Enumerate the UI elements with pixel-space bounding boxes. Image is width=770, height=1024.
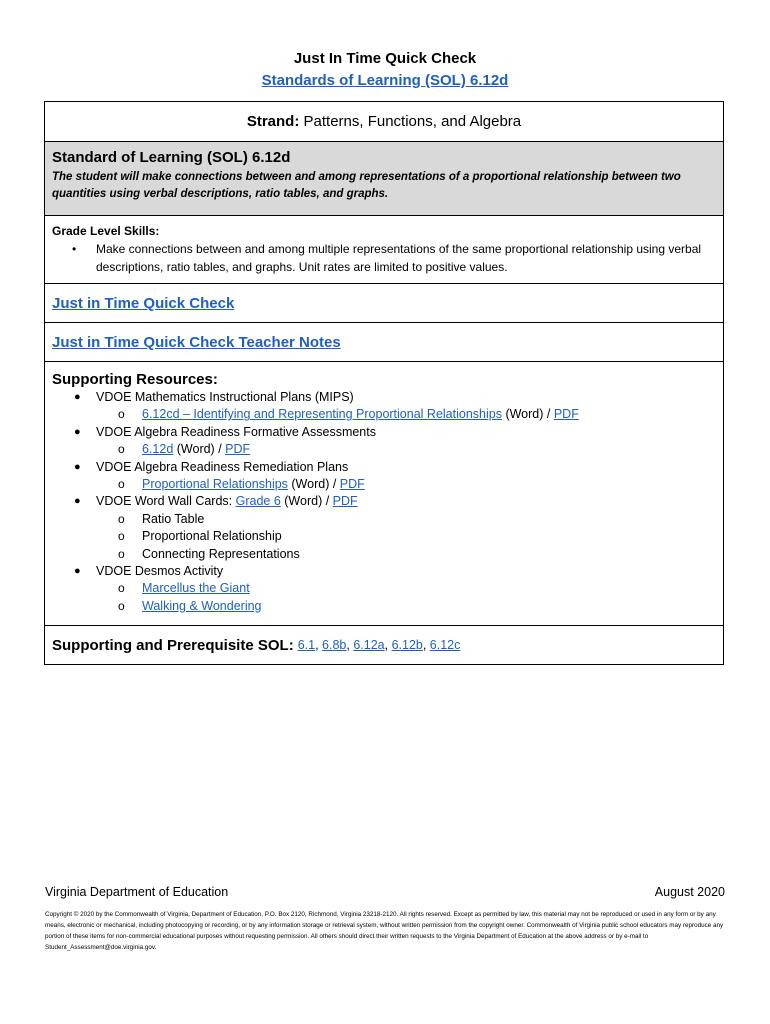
circle-bullet-icon: o	[118, 407, 125, 422]
formative-pdf-link[interactable]: PDF	[225, 442, 251, 457]
bullet-icon: ●	[74, 495, 81, 508]
circle-bullet-icon: o	[118, 477, 125, 492]
prereq-link-6-12a[interactable]: 6.12a	[353, 638, 385, 652]
quick-check-row	[45, 284, 723, 323]
list-item	[52, 528, 716, 545]
word-label: (Word) /	[287, 477, 340, 492]
word-label: (Word) /	[173, 442, 226, 457]
strand-row	[45, 102, 723, 142]
prereq-link-6-8b[interactable]: 6.8b	[322, 638, 347, 652]
sol-heading: Standard of Learning (SOL) 6.12d	[52, 149, 291, 166]
mips-pdf-link[interactable]: PDF	[553, 407, 579, 422]
sol-description: The student will make connections between and among representations of a proportional relationship between two quantities using verbal descriptions, ratio tables, and graphs.	[52, 171, 681, 200]
remediation-pdf-link[interactable]: PDF	[339, 477, 365, 492]
prereq-link-6-12b[interactable]: 6.12b	[391, 638, 423, 652]
supporting-resources-heading: Supporting Resources:	[52, 371, 218, 388]
circle-bullet-icon: o	[118, 529, 125, 544]
sol-standard-heading	[0, 72, 770, 89]
quick-check-link[interactable]: Just in Time Quick Check	[52, 294, 235, 312]
bullet-icon: ●	[74, 460, 81, 473]
mips-label: VDOE Mathematics Instructional Plans (MIPS)	[96, 390, 354, 404]
desmos-label: VDOE Desmos Activity	[96, 564, 224, 579]
prereq-link-6-12c[interactable]: 6.12c	[429, 638, 461, 652]
sol-standard-link[interactable]: Standards of Learning (SOL) 6.12d	[261, 72, 509, 89]
list-item	[52, 459, 716, 476]
desmos-marcellus-link[interactable]: Marcellus the Giant	[142, 581, 250, 596]
separator: ,	[346, 638, 354, 652]
bullet-icon: ●	[74, 391, 81, 403]
separator: ,	[315, 638, 323, 652]
wordwall-term: Proportional Relationship	[142, 529, 282, 544]
separator: ,	[422, 638, 430, 652]
circle-bullet-icon: o	[118, 511, 125, 526]
strand-label: Strand:	[246, 113, 300, 130]
circle-bullet-icon: o	[118, 546, 125, 561]
bullet-icon: •	[72, 242, 77, 256]
desmos-walking-link[interactable]: Walking & Wondering	[142, 598, 262, 613]
list-item	[52, 493, 716, 510]
list-item	[52, 389, 716, 406]
formative-word-link[interactable]: 6.12d	[142, 442, 174, 457]
bullet-icon: ●	[74, 425, 81, 438]
remediation-label: VDOE Algebra Readiness Remediation Plans	[96, 459, 349, 474]
grade-level-skills-row	[45, 216, 723, 284]
skill-text: Make connections between and among multiple representations of the same proportional relationship using verbal descriptions, ratio tables, and graphs. Unit rates are limited to positive values.	[96, 242, 702, 274]
footer-organization: Virginia Department of Education	[45, 885, 229, 899]
copyright-notice: Copyright © 2020 by the Commonwealth of Virginia, Department of Education, P.O. Box 2120, Richmond, Virginia 23218-2120. All rights reserved. Except as permitted by law, this material may not be reproduced or used in any form or by any means, electronic or mechanical, including photocopying or recording, or by any information storage or retrieval system, without written permission from the copyright owner. Commonwealth of Virginia public school educators may reproduce any portion of these items for non-commercial educational purposes without requesting permission. All others should direct their written requests to the Virginia Department of Education at the above address or by e-mail to Student_Assessment@doe.virginia.gov.	[45, 911, 724, 951]
separator: ,	[384, 638, 392, 652]
circle-bullet-icon: o	[118, 442, 125, 457]
formative-label: VDOE Algebra Readiness Formative Assessments	[96, 424, 376, 439]
remediation-word-link[interactable]: Proportional Relationships	[142, 477, 288, 492]
prerequisite-sol-row	[45, 626, 723, 664]
list-item	[52, 598, 716, 615]
word-label: (Word) /	[501, 407, 554, 422]
bullet-icon: ●	[74, 565, 81, 578]
teacher-notes-link[interactable]: Just in Time Quick Check Teacher Notes	[52, 333, 341, 351]
word-label: (Word) /	[280, 494, 333, 509]
prerequisite-sol-label: Supporting and Prerequisite SOL:	[52, 636, 294, 654]
list-item	[52, 476, 716, 493]
grade-level-skills-list	[52, 240, 716, 276]
supporting-resources-row	[45, 362, 723, 626]
document-title: Just In Time Quick Check	[293, 50, 477, 67]
mips-lesson-link[interactable]: 6.12cd – Identifying and Representing Proportional Relationships	[142, 407, 502, 422]
list-item	[52, 511, 716, 528]
teacher-notes-row	[45, 323, 723, 362]
list-item	[52, 546, 716, 563]
list-item	[52, 441, 716, 458]
list-item	[52, 424, 716, 441]
list-item	[52, 563, 716, 580]
list-item	[52, 406, 716, 423]
wordwall-term: Connecting Representations	[142, 546, 300, 561]
wordwall-grade6-link[interactable]: Grade 6	[235, 494, 281, 509]
strand-value: Patterns, Functions, and Algebra	[303, 113, 522, 130]
wordwall-label: VDOE Word Wall Cards:	[96, 494, 236, 509]
sol-info-table	[44, 101, 724, 665]
footer-date: August 2020	[654, 885, 725, 899]
circle-bullet-icon: o	[118, 581, 125, 596]
prereq-link-6-1[interactable]: 6.1	[297, 638, 316, 652]
list-item	[52, 240, 716, 276]
circle-bullet-icon: o	[118, 598, 125, 613]
sol-row	[45, 142, 723, 216]
grade-level-skills-label: Grade Level Skills:	[52, 224, 160, 238]
wordwall-term: Ratio Table	[142, 511, 205, 526]
list-item	[52, 580, 716, 597]
prerequisite-sol-links	[298, 638, 461, 652]
wordwall-pdf-link[interactable]: PDF	[332, 494, 358, 509]
